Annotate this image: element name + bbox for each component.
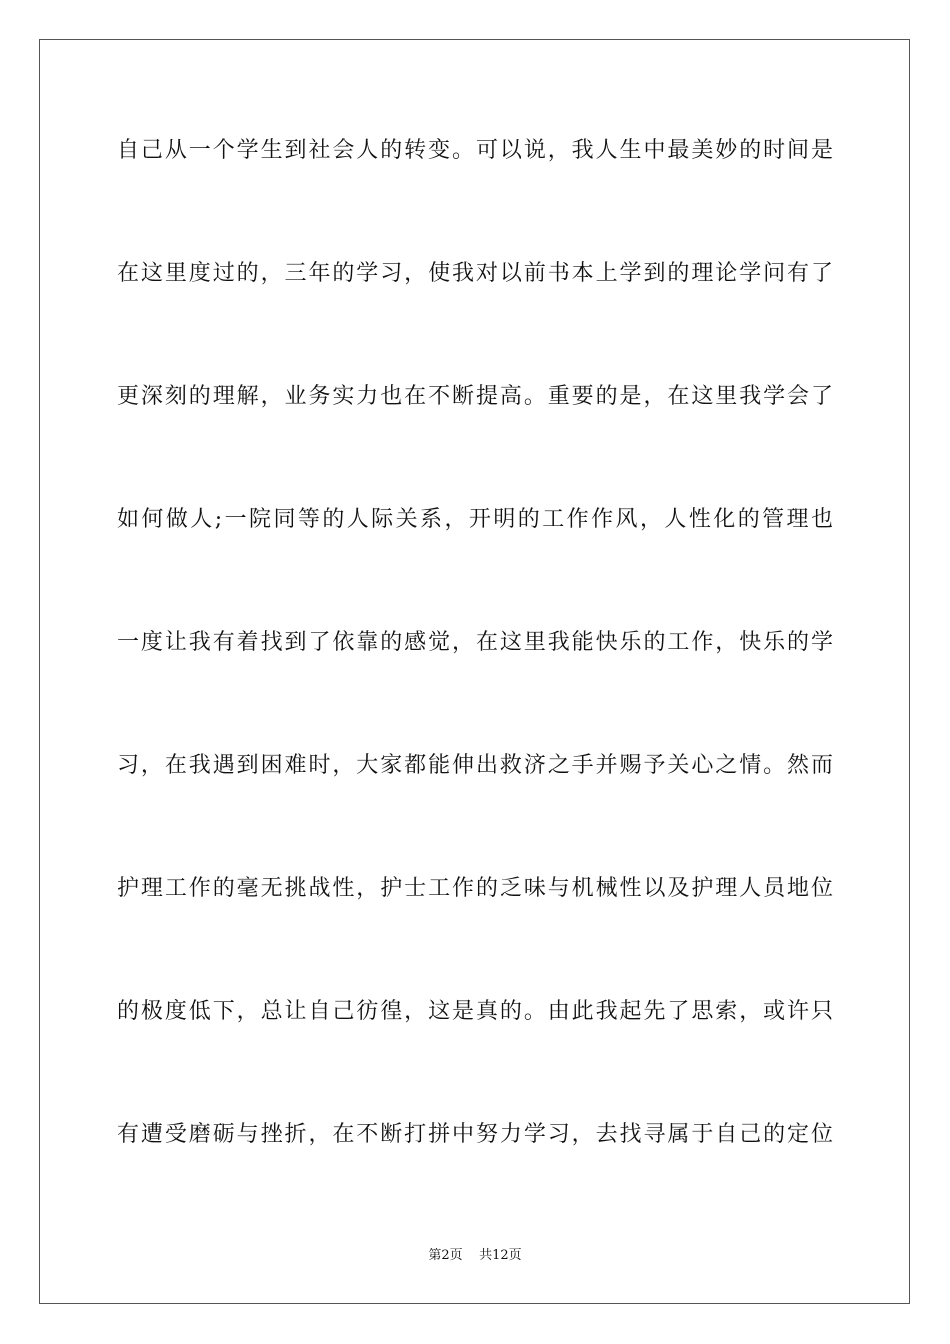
body-text-line-9: 有遭受磨砺与挫折，在不断打拼中努力学习，去找寻属于自己的定位 [117,1122,833,1147]
body-text-line-7: 护理工作的毫无挑战性，护士工作的乏味与机械性以及护理人员地位 [117,876,833,901]
body-text-line-2: 在这里度过的，三年的学习，使我对以前书本上学到的理论学问有了 [117,261,833,286]
page-footer [0,1247,950,1265]
body-text-line-6: 习，在我遇到困难时，大家都能伸出救济之手并赐予关心之情。然而 [117,753,833,778]
body-text-line-3: 更深刻的理解，业务实力也在不断提高。重要的是，在这里我学会了 [117,384,833,409]
body-text-line-4: 如何做人;一院同等的人际关系，开明的工作作风，人性化的管理也 [117,507,833,532]
page-border [39,39,910,1304]
body-text-line-1: 自己从一个学生到社会人的转变。可以说，我人生中最美妙的时间是 [117,138,833,163]
body-text-line-8: 的极度低下，总让自己彷徨，这是真的。由此我起先了思索，或许只 [117,999,833,1024]
total-pages-label: 共12页 [479,1248,522,1263]
page-number-label: 第2页 [428,1248,463,1263]
body-text-line-5: 一度让我有着找到了依靠的感觉，在这里我能快乐的工作，快乐的学 [117,630,833,655]
